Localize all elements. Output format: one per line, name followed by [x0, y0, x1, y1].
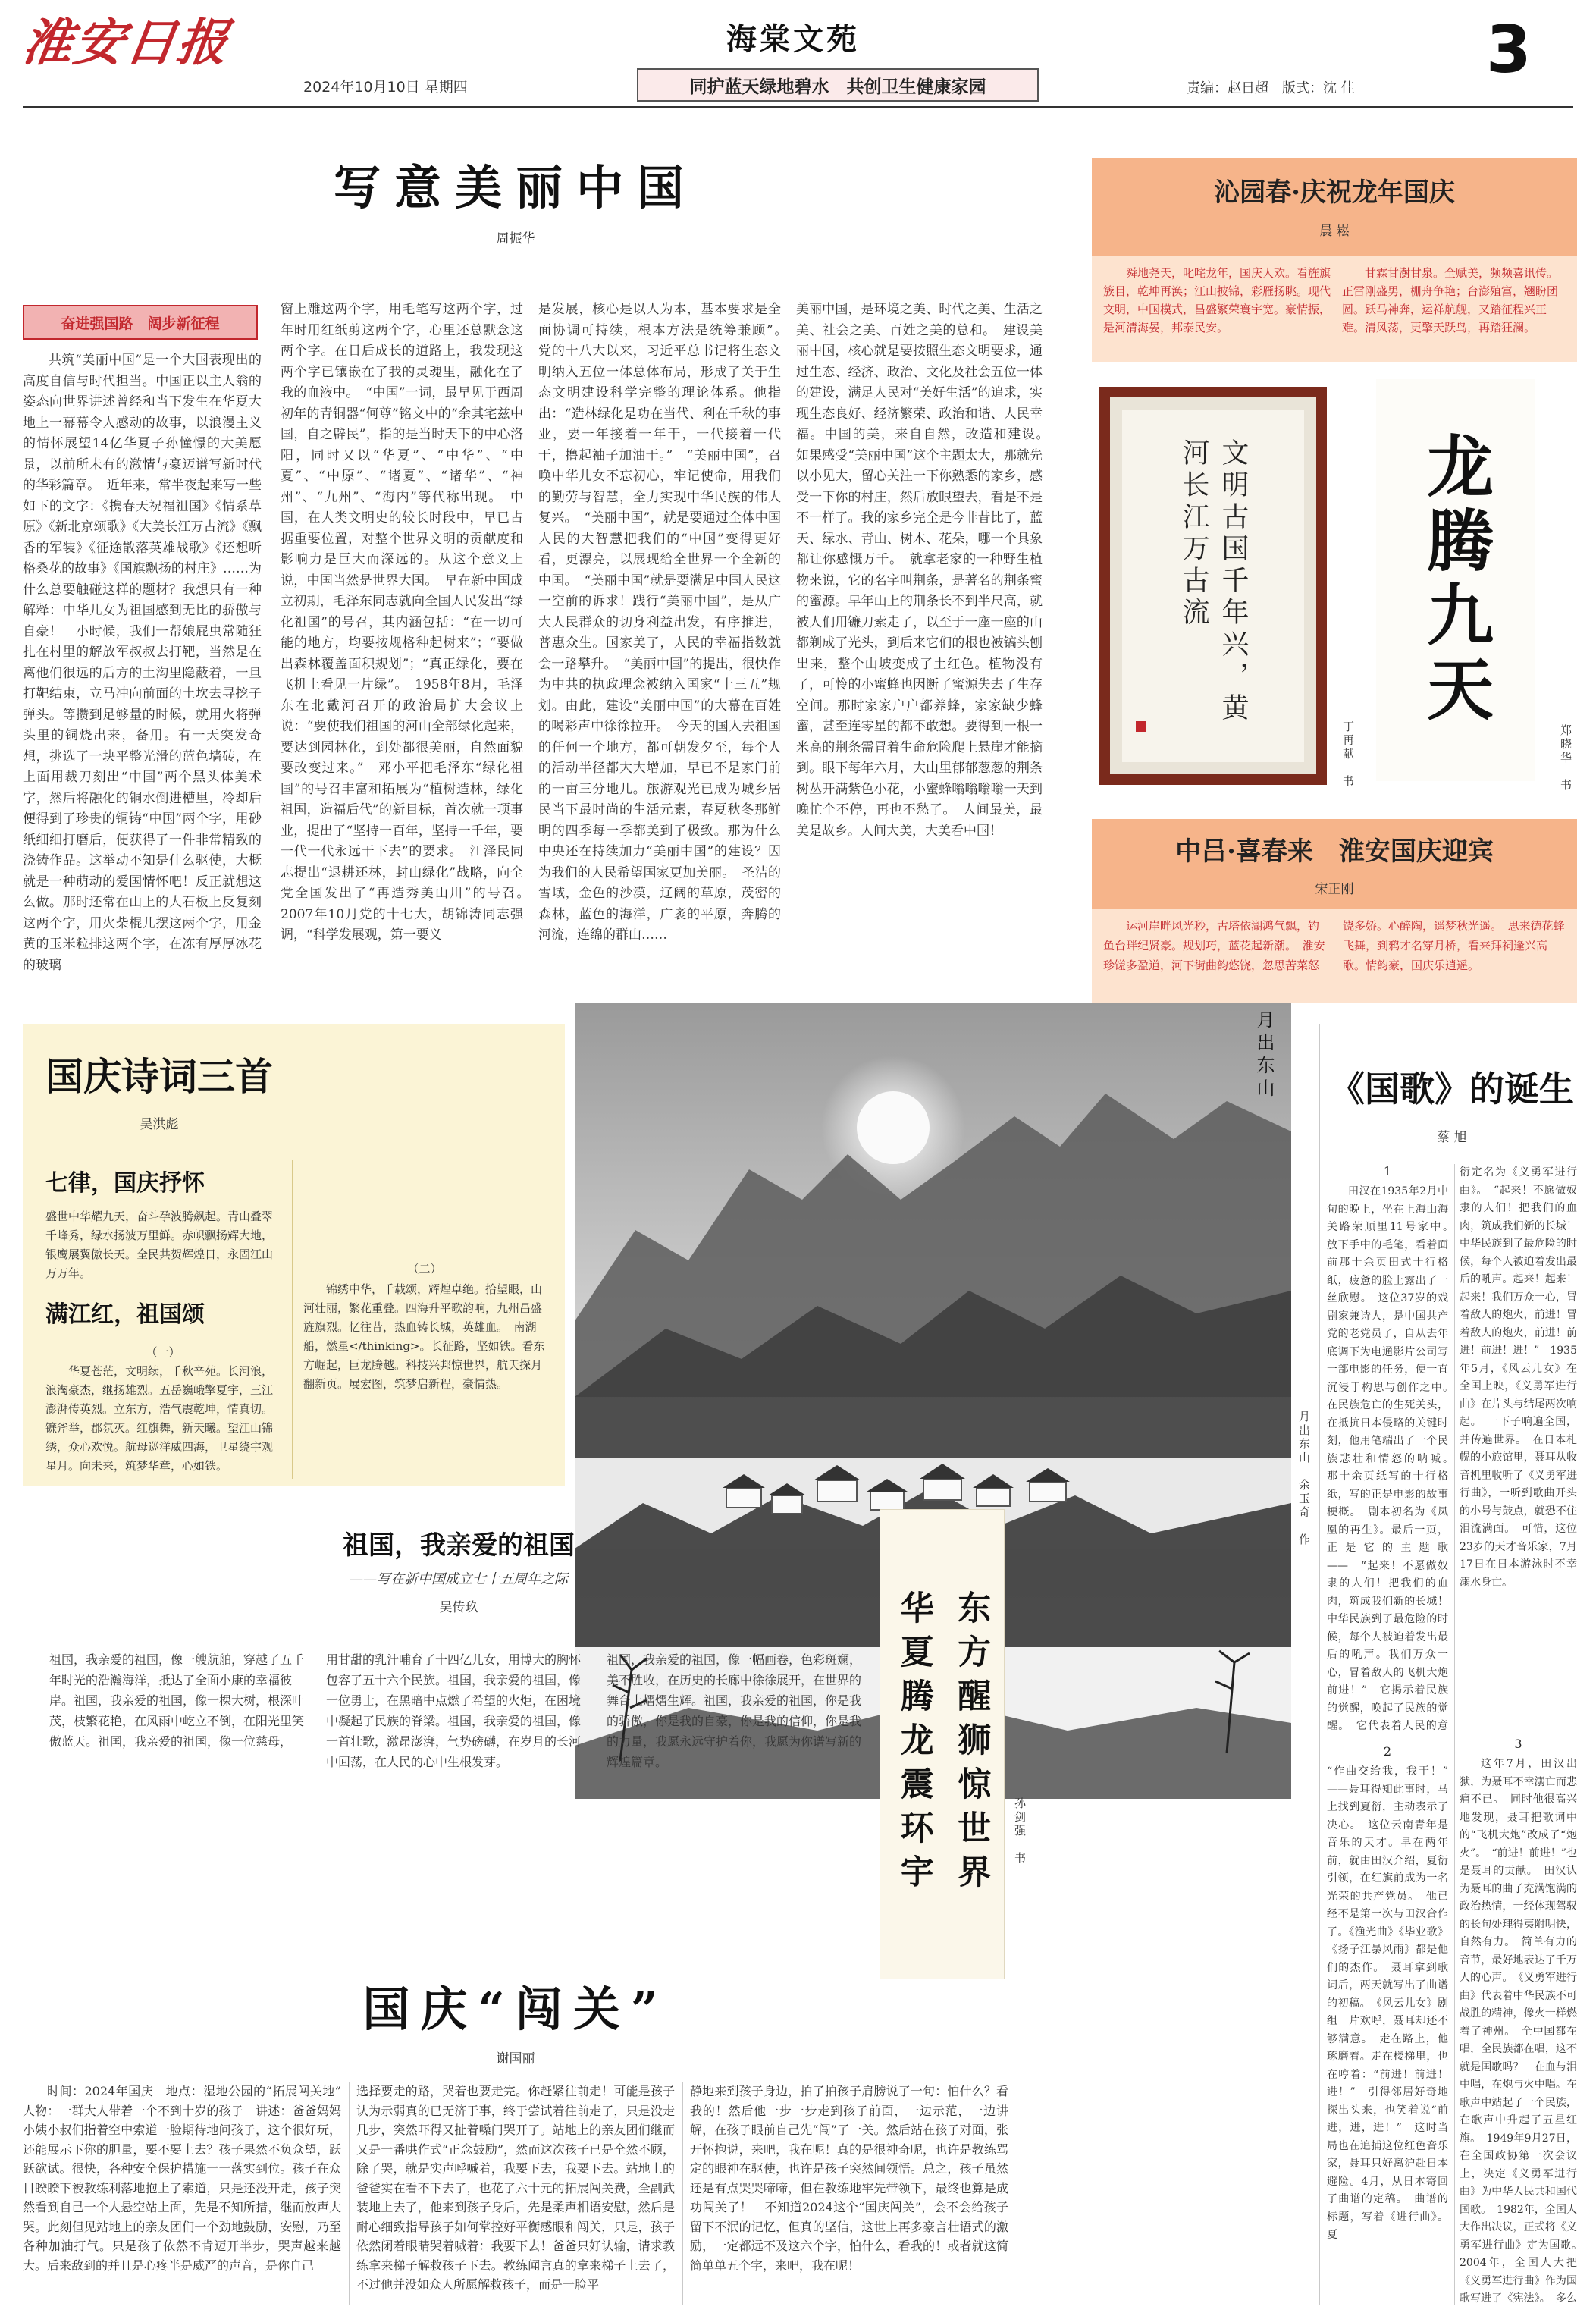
- masthead-date: 2024年10月10日 星期四: [303, 79, 468, 96]
- calligraphy-sun-line2: 华夏腾龙震环宇: [894, 1590, 933, 1898]
- xieyi-col-2-text: 窗上雕这两个字，用毛笔写这两个字，过年时用红纸剪这两个字，心里还总默念这两个字。在日后成长的道路上，我发现这两个字已镶嵌在了我的灵魂里，融化在了我的血液中。 “中国”一词，最早见于西周初年的青铜器“何尊”铭文中的“余其宅兹中国，自之辟民”，指的是当时天下的中心洛阳，同时又以“华夏”、“中华”、“中夏”、“中原”、“诸夏”、“诸华”、“神州”、“九州”、“海内”等代称出现。 中国，在人类文明史的较长时段中，早已占据重要位置，对整个世界文明的贡献度和影响力是巨大而深远的。从这个意义上说，中国当然是世界大国。 早在新中国成立初期，毛泽东同志就向全国人民发出“绿化祖国”的号召，其内涵包括：“在一切可能的地方，均要按规格种起树来”；“要做出森林覆盖面积规划”；“真正绿化，要在飞机上看见一片绿”。 1958年8月，毛泽东在北戴河召开的政治局扩大会议上说：“要使我们祖国的河山全部绿化起来，要达到园林化，到处都很美丽，自然面貌要改变过来。” 邓小平把毛泽东“绿化祖国”的号召丰富和拓展为“植树造林，绿化祖国，造福后代”的新目标，首次就一项事业，提出了“坚持一百年，坚持一千年，要一代一代永远干下去”的要求。 江泽民同志提出“退耕还林，封山绿化”战略，向全党全国发出了“再造秀美山川”的号召。 2007年10月党的十七大，胡锦涛同志强调，“科学发展观，第一要义: [281, 302, 523, 943]
- guoge-title: 《国歌》的诞生: [1330, 1069, 1574, 1109]
- chuangguan-col-1: [23, 2082, 341, 2309]
- guoge-sec2-num: 2: [1383, 1744, 1392, 1759]
- zhonglv-author: 宋正刚: [1315, 882, 1354, 897]
- guoge-col-2b: [1460, 1756, 1577, 2305]
- masthead-logo: [18, 13, 288, 72]
- divider-painting-right: [1319, 1024, 1320, 2305]
- divider-cg-1: [349, 2082, 350, 2305]
- xieyi-col-2: [281, 300, 523, 1006]
- calligraphy-frame-1: [1099, 387, 1327, 785]
- painting-seal-title: 月出东山: [1253, 1010, 1275, 1101]
- qinyuanchun-title: 沁园春·庆祝龙年国庆: [1214, 177, 1455, 208]
- guoge-col-2b-text: 这年7月，田汉出狱，为聂耳不幸溺亡而悲痛不已。 同时他很高兴地发现，聂耳把歌词中的“飞机大炮”改成了“炮火”。 “前进！前进！”也是聂耳的贡献。 田汉认为聂耳的曲子充满饱满的政治热情，一经体现驾驭的长句处理得夷附明快，自然有力。 简单有力的音节，最好地表达了千万人的心声。 《义勇军进行曲》代表着中华民族不可战胜的精神，像火一样燃着了神州。 全中国都在唱，全民族都在唱，这不就是国歌吗？ 在血与泪中唱，在炮与火中唱。在歌声中站起了一个民族，在歌声中升起了五星红旗。 1949年9月27日，在全国政协第一次会议上，决定《义勇军进行曲》为中华人民共和国代国歌。 1982年，全国人大作出决议，正式将《义勇军进行曲》定为国歌。 2004年，全国人大把《义勇军进行曲》作为国歌写进了《宪法》。 多么: [1460, 1758, 1577, 2305]
- page-number: 3: [1486, 12, 1532, 88]
- calligraphy-scroll-sun: [880, 1509, 1005, 1979]
- guoge-author: 蔡 旭: [1437, 1130, 1467, 1145]
- guoge-sec3-num: 3: [1514, 1737, 1522, 1751]
- poem1-title: 七律，国庆抒怀: [45, 1170, 205, 1197]
- poem2-part2: 锦绣中华，千载颂，辉煌卓绝。拾望眼，山河壮丽，繁花重叠。四海升平歌韵响，九州昌盛旌旗烈。忆往昔，热血铸长城，英雄血。 南湖船，燃星</thinking>。长征路，坚如铁。看东方崛起，巨龙腾越。科技兴邦惊世界，航天探月翻新页。展宏图，筑梦启新程，豪情热。: [303, 1282, 545, 1391]
- xieyi-col-4: [796, 300, 1043, 1006]
- calligraphy-text-2: 龙腾九天: [1416, 432, 1495, 729]
- qinyuanchun-left: 舜地尧天，叱咤龙年，国庆人欢。看旌旗簇目，乾坤再涣；江山披锦，彩雁扬眺。现代文明，中国模式，昌盛繁荣寰宇宽。豪情振，是河清海晏，邦泰民安。: [1103, 266, 1331, 334]
- qinyuanchun-author: 晨 崧: [1319, 224, 1350, 239]
- divider-cg-2: [682, 2082, 683, 2305]
- column-tag-text: 奋进强国路 阔步新征程: [61, 315, 220, 332]
- calligraphy-caption-1: 丁再献 书: [1341, 720, 1355, 789]
- poems-author: 吴洪彪: [140, 1117, 179, 1132]
- poems-divider: [292, 1160, 293, 1479]
- divider-guoge: [1454, 1164, 1455, 2305]
- calligraphy-paper-1: [1122, 410, 1304, 762]
- guoge-col-2: [1460, 1164, 1577, 1729]
- zhonglv-title: 中吕·喜春来 淮安国庆迎宾: [1175, 836, 1494, 867]
- xieyi-col-1: [23, 350, 262, 1006]
- calligraphy-paper-2: [1376, 379, 1535, 781]
- zuguo-col-1: 祖国，我亲爱的祖国，像一艘航舶，穿越了五千年时光的浩瀚海洋，抵达了全面小康的幸福彼岸。祖国，我亲爱的祖国，像一棵大树，根深叶茂，枝繁花艳，在风雨中屹立不倒，在阳光里笑傲蓝天。祖国，我亲爱的祖国，像一位慈母，: [49, 1652, 305, 1749]
- chuangguan-col-1-text: 时间：2024年国庆 地点：湿地公园的“拓展闯关地” 人物：一群大人带着一个不到十岁的孩子 讲述：爸爸妈妈小姨小叔们指着空中索道一脸期待地问孩子，这个很好玩，还能展示下你的胆量，要不要上去？孩子果然不负众望，跃跃欲试。很快，各种安全保护措施一一落实到位。孩子在众目睽睽下被教练利落地抱上了索道，只是还没开走，孩子突然看到自己一个人悬空站上面，先是不知所措，继而放声大哭。此刻但见站地上的亲友团们一个劲地鼓励，安慰，乃至各种加油打气。只是孩子依然不肯迈开半步，哭声越来越大。后来敌到的并且是心疼半是威严的声音，是你自己: [23, 2084, 341, 2273]
- zuguo-title: 祖国，我亲爱的祖国: [343, 1530, 575, 1561]
- qinyuanchun-right: 甘霖甘澍甘泉。全赋美，频频喜讯传。正雷刚盛男，栅舟争艳；台澎殖富，翘盼团圆。跃马神奔，运祥航舰，又踏征程兴正难。清风荡，更擎天跃鸟，再踏狂澜。: [1342, 266, 1559, 334]
- chuangguan-title: 国庆“闯关”: [362, 1982, 669, 2037]
- article-title-xieyi: 写意美丽中国: [333, 160, 698, 215]
- calligraphy-sun-caption: 孙剑强 书: [1013, 1797, 1027, 1866]
- xieyi-col-4-text: 美丽中国，是环境之美、时代之美、生活之美、社会之美、百姓之美的总和。 建设美丽中国，核心就是要按照生态文明要求，通过生态、经济、政治、文化及社会五位一体的建设，满足人民对“美好生活”的追求，实现生态良好、经济繁荣、政治和谐、人民幸福。中国的美，来自自然，改造和建设。 如果感受“美丽中国”这个主题太大，那就先以小见大，留心关注一下你熟悉的家乡，感受一下你的村庄，然后放眼望去，看是不是不一样了。我的家乡完全是今非昔比了，蓝天、绿水、青山、树木、花朵，哪一个具象都让你感慨万千。 就拿老家的一种野生植物来说，它的名字叫荆条，是著名的荆条蜜的蜜源。早年山上的荆条长不到半尺高，就被人们用镰刀索走了，以至于一座一座的山都剃成了光头，到后来它们的根也被镐头刨出来，整个山坡变成了土红色。植物没有了，可怜的小蜜蜂也因断了蜜源失去了生存空间。那时家家户户都养蜂，家家缺少蜂蜜，甚至连零星的都不敢想。要得到一根一米高的荆条需冒着生命危险爬上悬崖才能摘到。眼下每年六月，大山里郁郁葱葱的荆条树丛开满紫色小花，小蜜蜂嗡嗡嗡嗡一天到晚忙个不停，再也不愁了。 人间最美，最美是故乡。人间大美，大美看中国！: [796, 302, 1043, 839]
- poems-title: 国庆诗词三首: [45, 1054, 273, 1099]
- xieyi-col-3-text: 是发展，核心是以人为本，基本要求是全面协调可持续，根本方法是统筹兼顾”。 党的十八大以来，习近平总书记将生态文明纳入五位一体总体布局，形成了关于生态文明建设科学完整的理论体系。他指出：“造林绿化是功在当代、利在千秋的事业，要一年接着一年干，一代接着一代干，撸起袖子加油干。” “美丽中国”，召唤中华儿女不忘初心，牢记使命，用我们的勤劳与智慧，全力实现中华民族的伟大复兴。 “美丽中国”，就是要通过全体中国人民的大智慧把我们的“中国”变得更好看，更漂亮，以展现给全世界一个全新的中国。 “美丽中国”就是要满足中国人民这一空前的诉求！践行“美丽中国”，是从广大人民群众的切身利益出发，有序推进，普惠众生。国家美了，人民的幸福指数就会一路攀升。 “美丽中国”的提出，很快作为中共的执政理念被纳入国家“十三五”规划。由此，建设“美丽中国”的大幕在百姓的喝彩声中徐徐拉开。 今天的国人去祖国的任何一个地方，都可朝发夕至，每个人的活动半径都大大增加，早已不是家门前的一亩三分地儿。旅游观光已成为城乡居民当下最时尚的生活元素，春夏秋冬那鲜明的四季每一季都美到了极致。那为什么中央还在持续加力“美丽中国”的建设？因为我们的人民希望国家更加美丽。 圣洁的雪域，金色的沙漠，辽阔的草原，茂密的森林，蓝色的海洋，广袤的平原，奔腾的河流，连绵的群山……: [538, 302, 781, 943]
- painting-caption: 月出东山 余玉奇 作: [1297, 1411, 1311, 1547]
- guoge-col-1: [1327, 1183, 1448, 1737]
- zhonglv-text: 运河岸畔风光秒，古塔依湖鸿气飘，钓鱼台畔纪贤豪。规划巧，蓝花起新潮。 淮安珍馐多盈道，河下街曲韵悠饶，忽思苦菜怒饶多娇。心醉陶，遥梦秋光遥。 思来德花蜂飞舞，到鸦才名穿月桥，看来拜祠逢兴高歌。情韵豪，国庆乐逍遥。: [1103, 919, 1565, 972]
- slogan-text: 同护蓝天绿地碧水 共创卫生健康家园: [689, 76, 986, 97]
- chuangguan-author: 谢国丽: [496, 2051, 535, 2067]
- guoge-sec1-num: 1: [1383, 1164, 1392, 1178]
- chuangguan-col-2-text: 选择要走的路，哭着也要走完。你赶紧往前走！可能是孩子认为示弱真的已无济于事，终于尝试着往前走了，只是没走几步，突然吓得又扯着嗓门哭开了。站地上的亲友团们继而又是一番哄作式“正念鼓励”，然而这次孩子已是全然不顾，除了哭，就是实声呼喊着，我要下去，我要下去。站地上的爸爸实在看不下去了，也花了六十元的拓展闯关费，全副武装地上去了，他来到孩子身后，先是柔声相语安慰，然后是耐心细致指导孩子如何掌控好平衡感眼和闯关，只是，孩子依然闭着眼睛哭着喊着：我要下去！爸爸只好认输，请求教练拿来梯子解救孩子下去。教练闻言真的拿来梯子上去了，不过他并没如众人所愿解救孩子，而是一脸平: [356, 2084, 675, 2292]
- poem2-part1: 华夏苍茫，文明续，千秋辛苑。长河浪，浪淘豪杰，继扬雄烈。五岳巍峨擎夏宇，三江澎湃传英烈。立东方，浩气震乾坤，情真切。 镰斧举，郡氛灭。红旗舞，新天曦。望江山锦绣，众心欢悦。航母巡洋威四海，卫星绕宇观星月。向未来，筑梦华章，心如铁。: [45, 1364, 279, 1473]
- chuangguan-col-3: [690, 2082, 1008, 2309]
- newspaper-logo: 淮安日报: [18, 13, 234, 72]
- poem2-sub1: （一）: [146, 1345, 180, 1359]
- masthead-rule: [23, 106, 1573, 108]
- zuguo-col-2: 用甘甜的乳汁哺育了十四亿儿女，用博大的胸怀包容了五十六个民族。祖国，我亲爱的祖国，像一位勇士，在黑暗中点燃了希望的火炬，在困境中凝起了民族的脊梁。祖国，我亲爱的祖国，像一首壮歌，激昂澎湃，气势磅礴，在岁月的长河中回荡，在人民的心中生根发芽。: [326, 1652, 582, 1769]
- poem1-text: 盛世中华耀九天，奋斗孕波腾飙起。青山叠翠千峰秀，绿水扬波万里鲜。赤帜飘扬辉大地，银鹰展翼傲长天。全民共贺辉煌日，永固江山万万年。: [45, 1210, 274, 1280]
- poem2-sub2: （二）: [407, 1262, 442, 1276]
- slogan-banner: [637, 68, 1039, 102]
- zuguo-col-3: 祖国，我亲爱的祖国，像一幅画卷，色彩斑斓，美不胜收，在历史的长廊中徐徐展开，在世界的舞台上熠熠生辉。祖国，我亲爱的祖国，你是我的骄傲，你是我的自豪，你是我的信仰，你是我的力量，我愿永远守护着你，我愿为你谱写新的辉煌篇章。: [607, 1652, 862, 1769]
- guoge-col-1b-text: “作曲交给我，我干！” ——聂耳得知此事时，马上找到夏衍，主动表示了决心。 这位云南青年是音乐的天才。早在两年前，就由田汉介绍，夏衍引领，在红旗前成为一名光荣的共产党员。 他已经不是第一次与田汉合作了。《渔光曲》《毕业歌》《扬子江暴风雨》都是他们的杰作。 聂耳拿到歌词后，两天就写出了曲谱的初稿。 《风云儿女》剧组一片欢呼，聂耳却还不够满意。 走在路上，他琢磨着。走在楼梯里，也在哼着：“前进！前进！进！” 引得邻居好奇地探出头来，也笑着说“前进，进，进！” 这时当局也在追捕这位红色音乐家，聂耳只好离沪赴日本避险。4月，从日本寄回了曲谱的定稿。 曲谱的标题，写着《进行曲》。夏: [1327, 1765, 1448, 2241]
- editor-credit: 责编：赵日超 版式：沈 佳: [1187, 80, 1355, 96]
- calligraphy-mat-1: [1110, 397, 1316, 774]
- xieyi-col-1-text: 共筑“美丽中国”是一个大国表现出的高度自信与时代担当。中国正以主人翁的姿态向世界讲述曾经和当下发生在华夏大地上一幕幕令人感动的故事，以浪漫主义的情怀展望14亿华夏子孙憧憬的大美愿景，以前所未有的激情与豪迈谱写新时代的华彩篇章。 近年来，常半夜起来写一些如下的文字：《携春天祝福祖国》《情系草原》《新北京颂歌》《大美长江万古流》《飘香的军装》《征途散落英雄战歌》《还想听格桑花的故事》《国旗飘扬的村庄》……为什么总要触碰这样的题材？我想只有一种解释：中华儿女为祖国感到无比的骄傲与自豪！ 小时候，我们一帮娘屁虫常随狂扎在村里的解放军叔叔去打靶，当然是在离他们很远的后方的土沟里隐蔽着，一旦打靶结束，立马冲向前面的土坎去寻挖子弹头。等攒到足够量的时候，就用火将弹头里的铜烧出来，备用。有一天突发奇想，挑选了一块平整光滑的蓝色墙砖，在上面用裁刀刻出“中国”两个黑头体美术字，然后将融化的铜水倒进槽里，冷却后便得到了珍贵的铜铸“中国”两个字，用砂纸细细打磨后，便获得了一件非常精致的浇铸作品。这举动不知是什么驱使，大概就是一种萌动的爱国情怀吧！反正就想这么做。那时还常在山上的大石板上反复刻这两个字，用火柴棍儿摆这两个字，用金黄的玉米粒排这两个字，在冻有厚厚冰花的玻璃: [23, 353, 262, 973]
- guoge-col-2-text: 衍定名为《义勇军进行曲》。 “起来！不愿做奴隶的人们！把我们的血肉，筑成我们新的长城！中华民族到了最危险的时候，每个人被迫着发出最后的吼声。起来！起来！起来！我们万众一心，冒着敌人的炮火，前进！冒着敌人的炮火，前进！前进！前进！进！” 1935年5月，《风云儿女》在全国上映，《义勇军进行曲》在片头与结尾两次响起。 一下子响遍全国，并传遍世界。 在日本札幌的小旅馆里，聂耳从收音机里收听了《义勇军进行曲》，一听到歌曲开头的小号与鼓点，就恐不住泪流满面。 可惜，这位23岁的天才音乐家，7月17日在日本游泳时不幸溺水身亡。: [1460, 1166, 1577, 1589]
- calligraphy-text-1: 文明古国千年兴，黄河长江万古流: [1178, 438, 1249, 725]
- section-title: 海棠文苑: [726, 22, 860, 57]
- calligraphy-caption-2: 郑晓华 书: [1559, 724, 1572, 792]
- guoge-col-1b: [1327, 1763, 1448, 2305]
- author-xieyi: 周振华: [496, 231, 535, 246]
- xieyi-col-3: [538, 300, 781, 1006]
- chuangguan-col-3-text: 静地来到孩子身边，拍了拍孩子肩膀说了一句：怕什么？看我的！然后他一步一步走到孩子前面，一边示范，一边讲解，在孩子眼前自己先“闯”了一关。然后站在孩子对面，张开怀抱说，来吧，我在呢！真的是很神奇呢，也许是教练骂定的眼神在驱使，也许是孩子突然间领悟。总之，孩子虽然还是有点哭哭啼啼，但在教练地牢先带领下，最终也算是成功闯关了！ 不知道2024这个“国庆闯关”，会不会给孩子留下不泯的记忆，但真的坚信，这世上再多豪言壮语式的激励，一定都远不及这六个字，怕什么，看我的！或者就这简简单单五个字，来吧，我在呢！: [690, 2084, 1008, 2273]
- column-tag: [23, 305, 258, 340]
- zuguo-author: 吴传玖: [439, 1600, 478, 1615]
- guoge-col-1-text: 田汉在1935年2月中旬的晚上，坐在上海山海关路荣顺里11号家中。 放下手中的毛笔，看着面前那十余页田式十行格纸，疲惫的脸上露出了一丝欣慰。 这位37岁的戏剧家兼诗人，是中国共产党的老党员了，自从去年底调下为电通影片公司写一部电影的任务，便一直沉浸于构思与创作之中。 在民族危亡的生死关头，在抵抗日本侵略的关键时刻，他用笔端出了一个民族悲壮和情怒的呐喊。 那十余页纸写的十行格纸，写的正是电影的故事梗概。 剧本初名为《凤凰的再生》。最后一页，正是它的主题歌—— “起来！不愿做奴隶的人们！把我们的血肉，筑成我们新的长城！中华民族到了最危险的时候，每个人被迫着发出最后的吼声。我们万众一心，冒着敌人的飞机大炮前进！” 它揭示着民族的觉醒，唤起了民族的觉醒。 它代表着人民的意: [1327, 1185, 1448, 1732]
- zuguo-subtitle: ——写在新中国成立七十五周年之际: [350, 1571, 568, 1587]
- chuangguan-col-2: [356, 2082, 675, 2309]
- seal-1: [1136, 721, 1146, 732]
- calligraphy-sun-line1: 东方醒狮惊世界: [952, 1590, 991, 1898]
- poem2-title: 满江红，祖国颂: [45, 1301, 205, 1328]
